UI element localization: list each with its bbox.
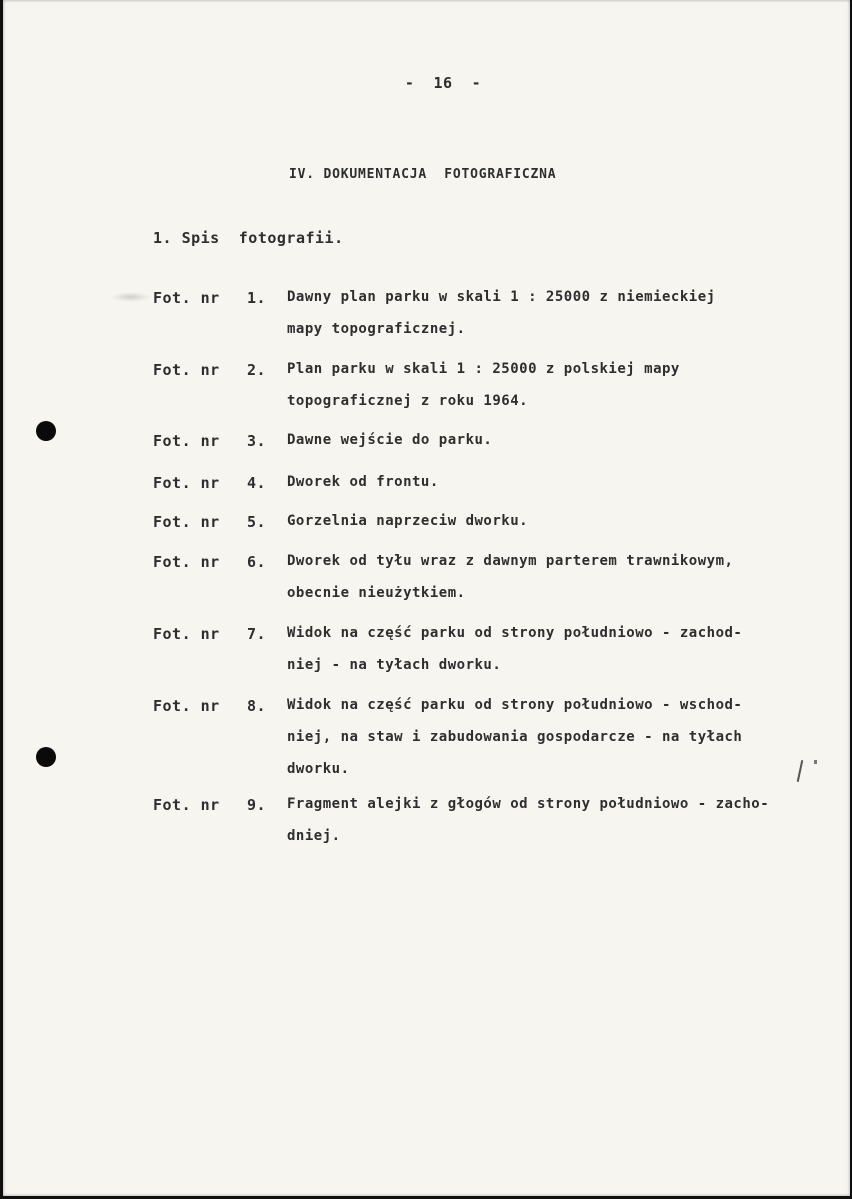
photo-label: Fot. nr — [153, 474, 220, 492]
photo-label: Fot. nr — [153, 625, 220, 643]
description-line: Dworek od frontu. — [287, 474, 439, 490]
photo-number: 7. — [247, 625, 267, 643]
description-line: Dawne wejście do parku. — [287, 432, 493, 448]
punch-hole-upper — [36, 421, 56, 441]
list-heading: 1. Spis fotografii. — [153, 229, 344, 247]
photo-description — [287, 424, 815, 456]
description-line: Dworek od tyłu wraz z dawnym parterem trawnikowym, — [287, 553, 734, 569]
photo-number: 9. — [247, 796, 267, 814]
document-page — [3, 0, 850, 1196]
photo-number: 6. — [247, 553, 267, 571]
description-line: dworku. — [287, 761, 350, 777]
page-number: - 16 - — [404, 74, 482, 92]
ink-smudge — [111, 292, 151, 302]
photo-description — [287, 466, 815, 498]
photo-label: Fot. nr — [153, 432, 220, 450]
description-line: Dawny plan parku w skali 1 : 25000 z niemieckiej — [287, 289, 716, 305]
photo-number: 8. — [247, 697, 267, 715]
photo-number: 1. — [247, 289, 267, 307]
photo-label: Fot. nr — [153, 553, 220, 571]
section-heading: IV. DOKUMENTACJA FOTOGRAFICZNA — [289, 167, 557, 182]
description-line: Widok na część parku od strony południowo - zachod- — [287, 625, 743, 641]
photo-label: Fot. nr — [153, 289, 220, 307]
description-line: Plan parku w skali 1 : 25000 z polskiej mapy — [287, 361, 680, 377]
description-line: topograficznej z roku 1964. — [287, 393, 529, 409]
description-line: dniej. — [287, 828, 341, 844]
punch-hole-lower — [36, 747, 56, 767]
photo-number: 4. — [247, 474, 267, 492]
photo-number: 2. — [247, 361, 267, 379]
photo-number: 3. — [247, 432, 267, 450]
photo-description — [287, 545, 815, 609]
photo-description — [287, 617, 815, 681]
photo-label: Fot. nr — [153, 697, 220, 715]
description-line: Fragment alejki z głogów od strony południowo - zacho- — [287, 796, 770, 812]
photo-label: Fot. nr — [153, 361, 220, 379]
photo-description — [287, 353, 815, 417]
description-line: niej, na staw i zabudowania gospodarcze - na tyłach — [287, 729, 743, 745]
description-line: mapy topograficznej. — [287, 321, 466, 337]
description-line: Gorzelnia naprzeciw dworku. — [287, 513, 529, 529]
description-line: obecnie nieużytkiem. — [287, 585, 466, 601]
photo-description — [287, 281, 815, 345]
photo-number: 5. — [247, 513, 267, 531]
description-line: niej - na tyłach dworku. — [287, 657, 502, 673]
photo-description — [287, 689, 815, 785]
photo-label: Fot. nr — [153, 796, 220, 814]
photo-label: Fot. nr — [153, 513, 220, 531]
description-line: Widok na część parku od strony południowo - wschod- — [287, 697, 743, 713]
photo-description — [287, 788, 815, 852]
photo-description — [287, 505, 815, 537]
